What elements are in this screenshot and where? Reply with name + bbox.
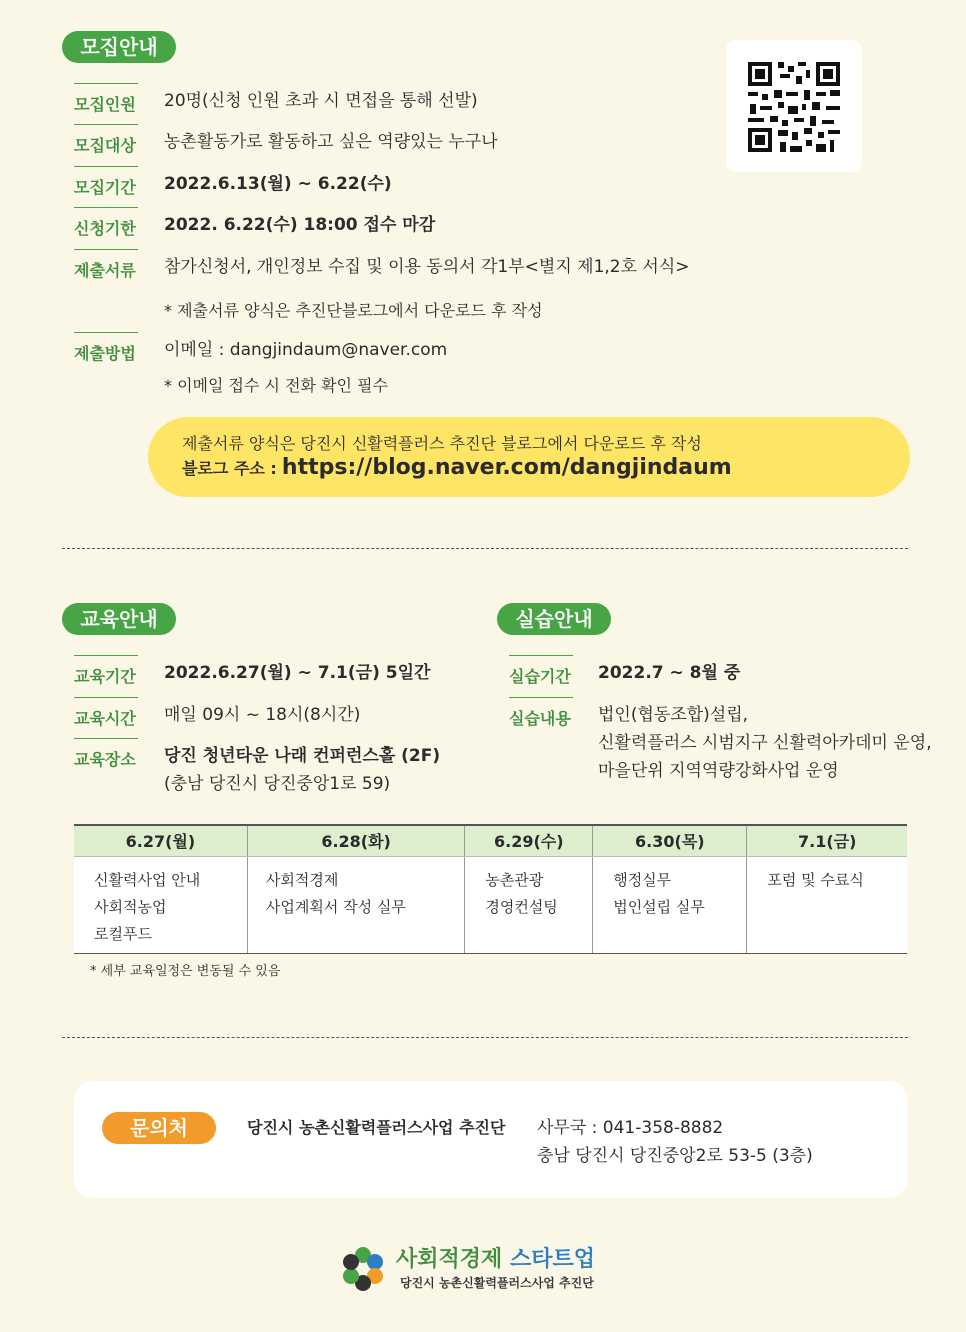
practice-section-title: 실습안내 (497, 603, 611, 635)
edu-place-address: (충남 당진시 당진중앙1로 59) (164, 774, 391, 794)
footer-logo (338, 1244, 388, 1294)
practice-content-value: 법인(협동조합)설립, (598, 705, 749, 725)
schedule-cell (465, 856, 593, 953)
recruit-period-label: 모집기간 (74, 166, 138, 198)
recruit-target-value: 농촌활동가로 활동하고 싶은 역량있는 누구나 (164, 132, 498, 152)
schedule-note: * 세부 교육일정은 변동될 수 있음 (90, 964, 281, 979)
schedule-item: 행정실무 (613, 870, 672, 889)
practice-period-label: 실습기간 (509, 655, 573, 687)
contact-title: 문의처 (102, 1112, 216, 1144)
schedule-table (74, 824, 907, 954)
recruit-count-label: 모집인원 (74, 83, 138, 115)
edu-section-title: 교육안내 (62, 603, 176, 635)
qr-code-icon (726, 40, 862, 172)
schedule-day-header: 6.28(화) (247, 825, 464, 856)
schedule-cell (593, 856, 747, 953)
footer-brand-main: 사회적경제 (396, 1247, 503, 1272)
edu-time-label: 교육시간 (74, 697, 138, 729)
recruit-period-value: 2022.6.13(월) ~ 6.22(수) (164, 174, 392, 194)
divider (62, 1037, 908, 1038)
schedule-cell (247, 856, 464, 953)
schedule-item: 농촌관광 (485, 870, 544, 889)
submit-method-value: 이메일 : dangjindaum@naver.com (164, 340, 448, 360)
email-note: * 이메일 접수 시 전화 확인 필수 (164, 376, 388, 395)
divider (62, 548, 908, 549)
edu-time-value: 매일 09시 ~ 18시(8시간) (164, 705, 361, 725)
schedule-item: 사회적경제 (265, 870, 339, 889)
recruit-target-label: 모집대상 (74, 124, 138, 156)
practice-content-line3: 마을단위 지역역량강화사업 운영 (598, 761, 839, 781)
schedule-cell (74, 856, 247, 953)
submit-method-label: 제출방법 (74, 332, 138, 364)
edu-period-label: 교육기간 (74, 655, 138, 687)
documents-note: * 제출서류 양식은 추진단블로그에서 다운로드 후 작성 (164, 301, 543, 320)
schedule-item: 포럼 및 수료식 (767, 870, 864, 889)
footer-brand-accent: 스타트업 (509, 1247, 595, 1272)
qr-code (726, 40, 862, 172)
recruit-count-value: 20명(신청 인원 초과 시 면접을 통해 선발) (164, 91, 478, 111)
schedule-item: 신활력사업 안내 (94, 870, 201, 889)
contact-phone: 사무국 : 041-358-8882 (537, 1118, 724, 1138)
apply-deadline-value: 2022. 6.22(수) 18:00 접수 마감 (164, 215, 436, 235)
schedule-day-header: 6.30(목) (593, 825, 747, 856)
flower-logo-icon (338, 1244, 388, 1294)
footer-brand-sub: 당진시 농촌신활력플러스사업 추진단 (400, 1276, 594, 1290)
recruit-section-title: 모집안내 (62, 31, 176, 63)
schedule-day-header: 6.27(월) (74, 825, 247, 856)
schedule-item: 경영컨설팅 (485, 897, 558, 916)
contact-address: 충남 당진시 당진중앙2로 53-5 (3층) (537, 1146, 813, 1166)
footer-brand (396, 1242, 595, 1273)
edu-place-label: 교육장소 (74, 738, 138, 770)
blog-url-link[interactable]: https://blog.naver.com/dangjindaum (281, 455, 732, 480)
schedule-cell (747, 856, 907, 953)
documents-label: 제출서류 (74, 249, 138, 281)
blog-banner (148, 417, 910, 497)
blog-address (182, 455, 732, 480)
contact-org: 당진시 농촌신활력플러스사업 추진단 (247, 1118, 506, 1137)
practice-content-label: 실습내용 (509, 697, 573, 729)
blog-address-label: 블로그 주소 : (182, 459, 277, 478)
schedule-item: 법인설립 실무 (613, 897, 705, 916)
schedule-day-header: 6.29(수) (465, 825, 593, 856)
edu-place-value: 당진 청년타운 나래 컨퍼런스홀 (2F) (164, 746, 441, 766)
practice-content-line2: 신활력플러스 시범지구 신활력아카데미 운영, (598, 733, 932, 753)
schedule-item: 로컬푸드 (94, 924, 152, 943)
edu-period-value: 2022.6.27(월) ~ 7.1(금) 5일간 (164, 663, 431, 683)
practice-period-value: 2022.7 ~ 8월 중 (598, 663, 741, 683)
schedule-row (74, 856, 907, 953)
schedule-item: 사업계획서 작성 실무 (265, 897, 406, 916)
schedule-day-header: 7.1(금) (747, 825, 907, 856)
schedule-header-row (74, 825, 907, 856)
apply-deadline-label: 신청기한 (74, 207, 138, 239)
blog-banner-text: 제출서류 양식은 당진시 신활력플러스 추진단 블로그에서 다운로드 후 작성 (182, 434, 702, 453)
documents-value: 참가신청서, 개인정보 수집 및 이용 동의서 각1부<별지 제1,2호 서식> (164, 257, 690, 277)
schedule-item: 사회적농업 (94, 897, 167, 916)
